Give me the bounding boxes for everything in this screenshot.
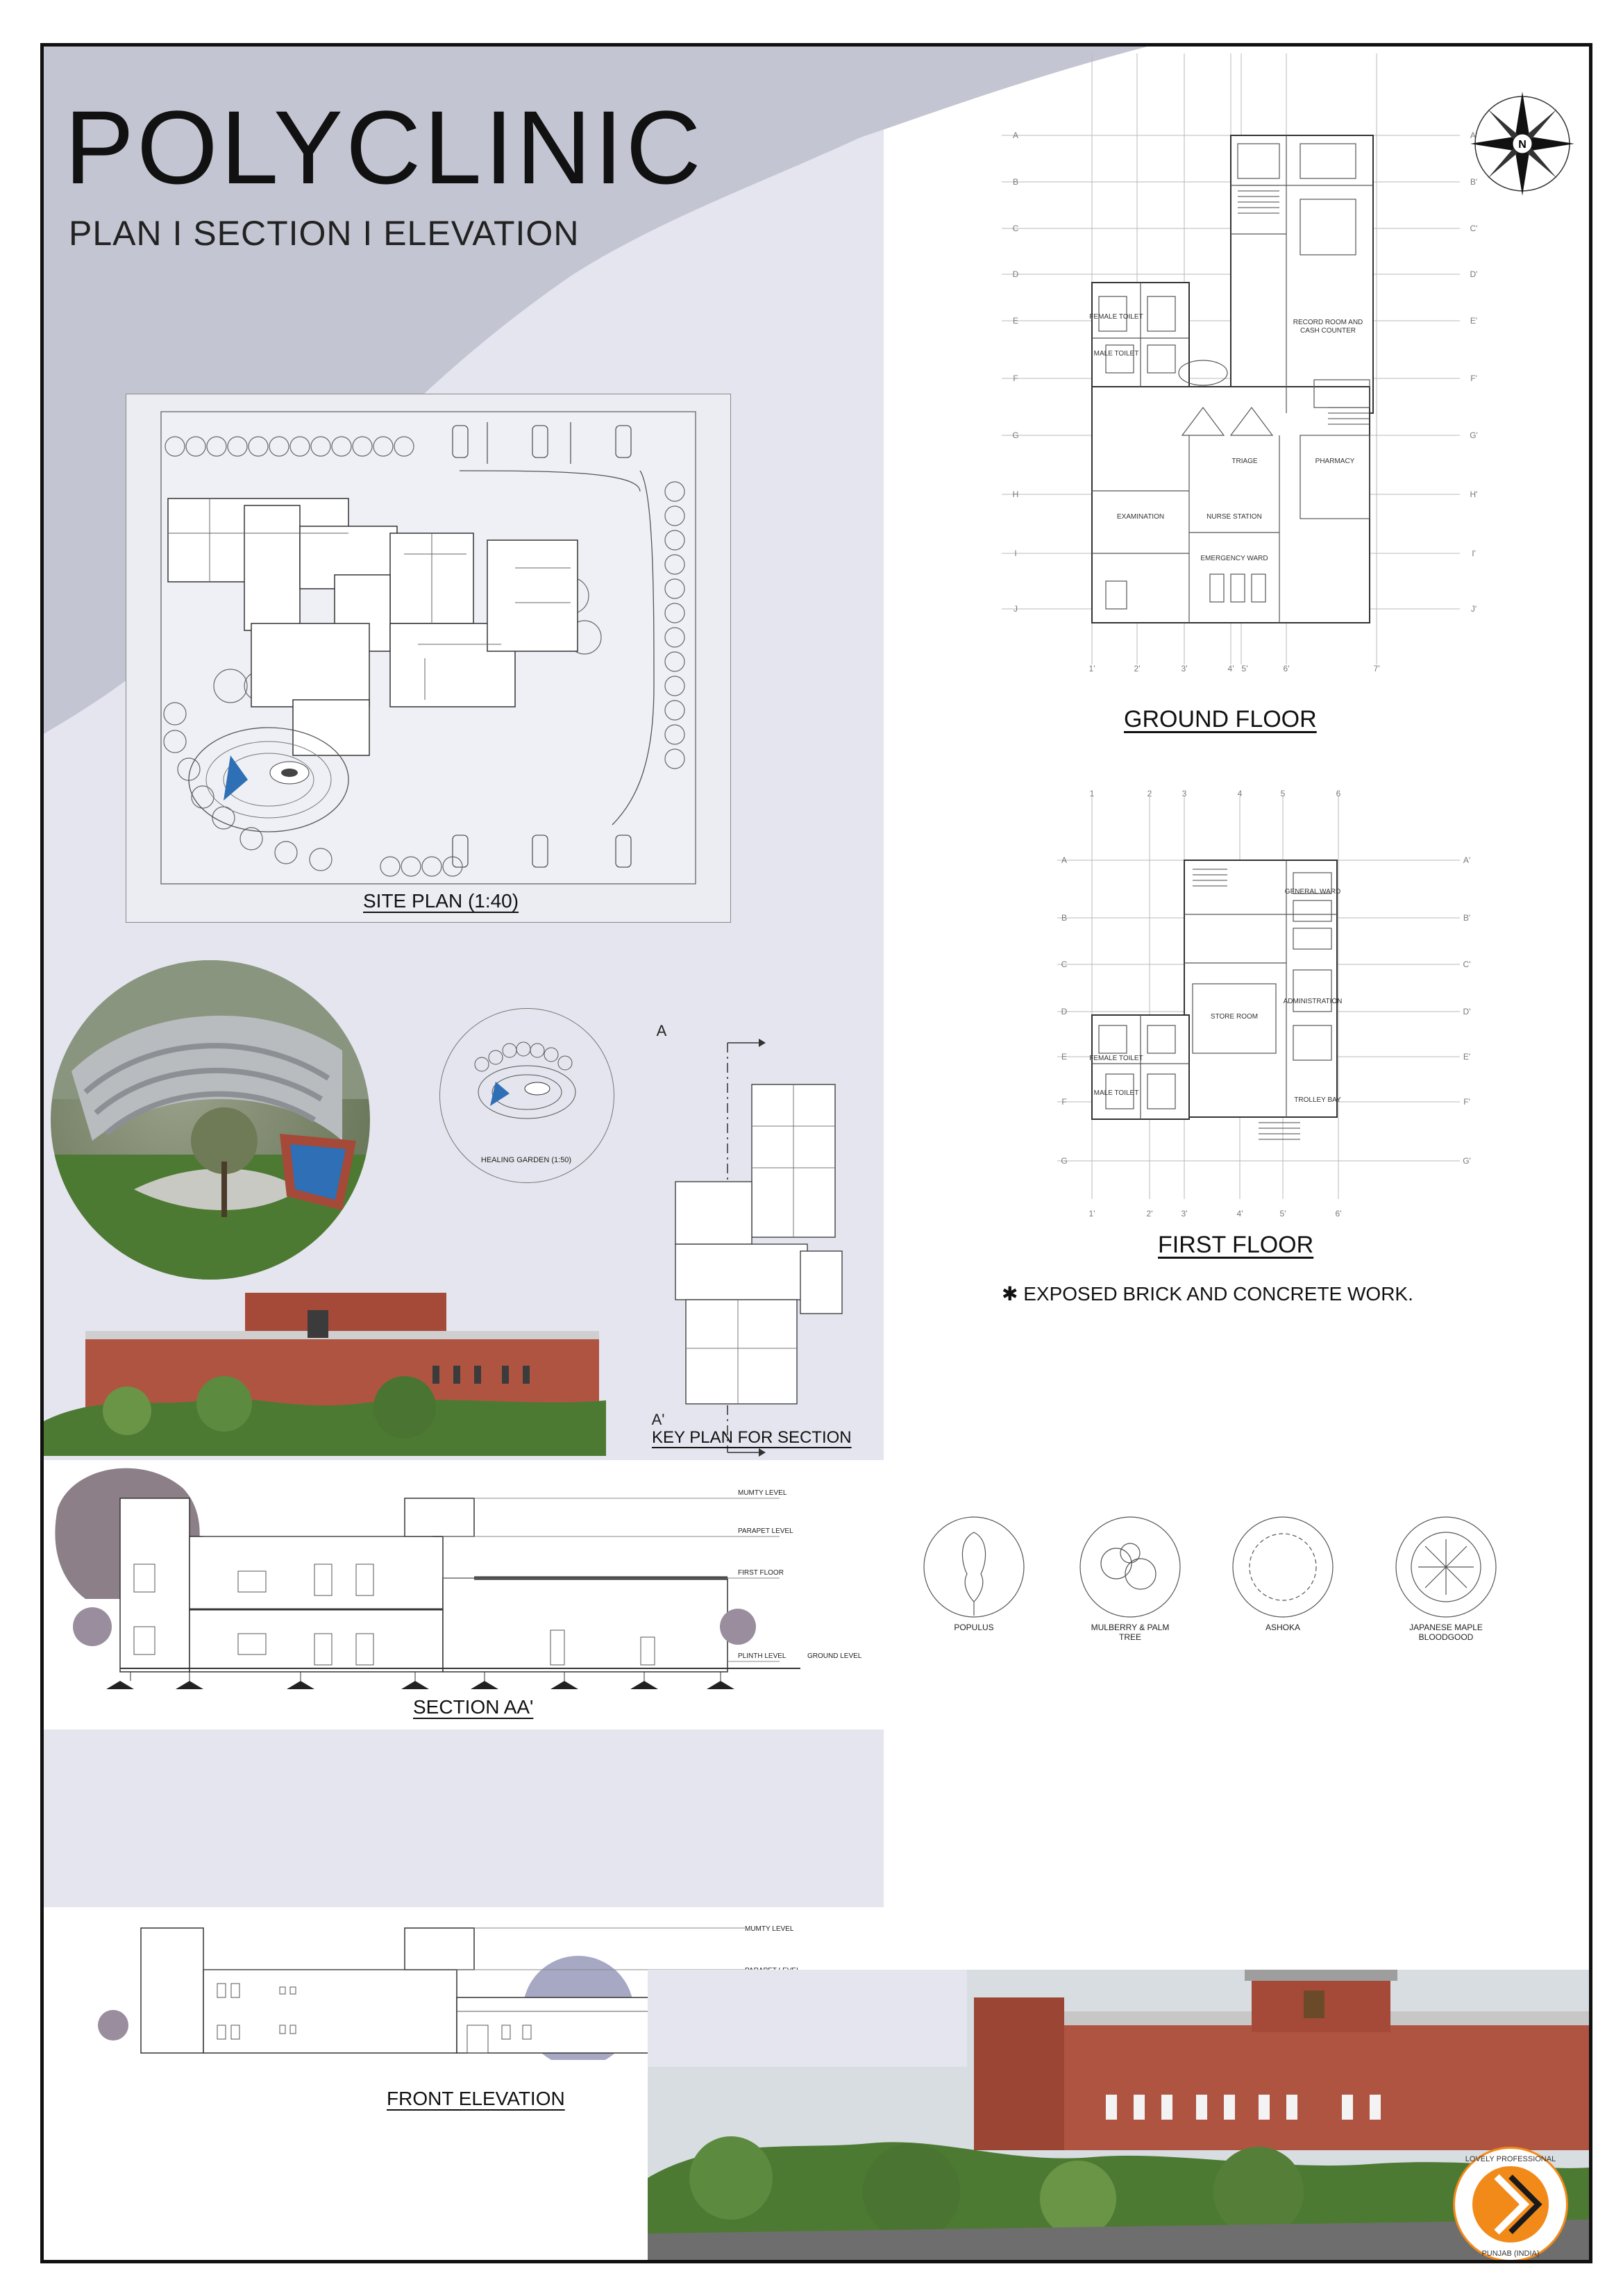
key-plan-marker-bottom: A' — [651, 1411, 665, 1428]
svg-text:G': G' — [1470, 430, 1478, 440]
site-plan-frame — [126, 394, 731, 923]
svg-text:TROLLEY BAY: TROLLEY BAY — [1294, 1096, 1341, 1104]
section-level-mumty: MUMTY LEVEL — [738, 1489, 787, 1497]
svg-text:D: D — [1061, 1007, 1068, 1016]
tree-maple-label: JAPANESE MAPLE BLOODGOOD — [1409, 1623, 1483, 1642]
building-render-front — [648, 1970, 1589, 2260]
north-compass-icon — [1467, 88, 1578, 199]
svg-text:PHARMACY: PHARMACY — [1315, 458, 1355, 465]
university-logo — [1453, 2147, 1568, 2262]
svg-text:F': F' — [1463, 1097, 1470, 1107]
svg-text:EXAMINATION: EXAMINATION — [1116, 513, 1165, 521]
tree-populus-label: POPULUS — [954, 1623, 994, 1632]
section-level-ground: GROUND LEVEL — [807, 1652, 862, 1660]
svg-text:EMERGENCY WARD: EMERGENCY WARD — [1200, 555, 1268, 562]
svg-text:B: B — [1012, 177, 1019, 187]
svg-text:C: C — [1061, 960, 1068, 969]
svg-text:3: 3 — [1181, 789, 1187, 798]
svg-text:G': G' — [1463, 1156, 1471, 1166]
section-drawing — [44, 1460, 884, 1729]
svg-text:I: I — [1014, 548, 1017, 558]
svg-text:D: D — [1012, 269, 1019, 279]
svg-text:D': D' — [1470, 269, 1478, 279]
key-plan-caption: KEY PLAN FOR SECTION — [652, 1428, 852, 1447]
key-plan-marker-top: A — [656, 1022, 667, 1039]
svg-text:6: 6 — [1336, 789, 1341, 798]
svg-text:RECORD ROOM AND: RECORD ROOM AND — [1293, 319, 1363, 326]
svg-text:E': E' — [1463, 1052, 1471, 1062]
svg-text:2': 2' — [1134, 664, 1141, 671]
svg-text:1': 1' — [1088, 1209, 1095, 1218]
tree-ashoka-label: ASHOKA — [1265, 1623, 1300, 1632]
svg-text:A: A — [1012, 131, 1019, 140]
note-marker: ✱ — [1002, 1283, 1018, 1305]
svg-text:NURSE STATION: NURSE STATION — [1206, 513, 1262, 521]
svg-text:C': C' — [1463, 960, 1471, 969]
svg-text:CASH COUNTER: CASH COUNTER — [1300, 327, 1356, 335]
tree-legend — [918, 1511, 1529, 1650]
svg-text:1: 1 — [1089, 789, 1095, 798]
key-plan-drawing — [634, 1022, 891, 1466]
svg-text:4': 4' — [1236, 1209, 1243, 1218]
section-caption: SECTION AA' — [413, 1696, 534, 1718]
svg-text:7': 7' — [1373, 664, 1380, 671]
poster-title: POLYCLINIC — [65, 89, 704, 206]
building-render-side — [44, 1289, 606, 1456]
compass-letter: N — [1518, 139, 1527, 151]
material-note — [1002, 1282, 1413, 1305]
tree-mulberry-label: MULBERRY & PALM TREE — [1091, 1623, 1170, 1642]
svg-text:E: E — [1012, 316, 1019, 326]
svg-text:PUNJAB (INDIA): PUNJAB (INDIA) — [1481, 2249, 1540, 2258]
section-panel — [44, 1460, 884, 1729]
site-plan-drawing — [126, 394, 730, 922]
svg-text:MALE TOILET: MALE TOILET — [1093, 1089, 1139, 1097]
note-text: EXPOSED BRICK AND CONCRETE WORK. — [1023, 1283, 1413, 1305]
svg-text:MALE TOILET: MALE TOILET — [1093, 350, 1139, 358]
svg-text:A': A' — [1463, 855, 1471, 865]
svg-text:G: G — [1012, 430, 1019, 440]
svg-text:4': 4' — [1227, 664, 1234, 671]
svg-text:H': H' — [1470, 489, 1478, 499]
first-floor-caption: FIRST FLOOR — [1158, 1232, 1314, 1258]
svg-text:ADMINISTRATION: ADMINISTRATION — [1283, 998, 1343, 1005]
svg-text:2': 2' — [1146, 1209, 1153, 1218]
svg-text:GENERAL WARD: GENERAL WARD — [1284, 888, 1341, 896]
first-floor-plan — [1043, 782, 1474, 1227]
section-level-first-floor: FIRST FLOOR — [738, 1569, 784, 1577]
front-elevation-caption: FRONT ELEVATION — [387, 2088, 565, 2109]
svg-text:C: C — [1012, 224, 1019, 233]
svg-text:E': E' — [1470, 316, 1478, 326]
svg-text:A: A — [1061, 855, 1068, 865]
svg-text:FEMALE TOILET: FEMALE TOILET — [1089, 313, 1143, 321]
svg-text:D': D' — [1463, 1007, 1471, 1016]
svg-text:B': B' — [1463, 913, 1471, 923]
section-level-parapet: PARAPET LEVEL — [738, 1527, 793, 1535]
svg-text:1': 1' — [1088, 664, 1095, 671]
ground-floor-plan — [1002, 47, 1488, 671]
svg-text:B': B' — [1470, 177, 1478, 187]
elevation-level-mumty: MUMTY LEVEL — [745, 1925, 794, 1933]
svg-text:STORE ROOM: STORE ROOM — [1210, 1013, 1259, 1021]
svg-text:J': J' — [1470, 604, 1477, 614]
svg-text:J: J — [1014, 604, 1018, 614]
svg-text:F': F' — [1470, 374, 1477, 383]
svg-text:TRIAGE: TRIAGE — [1231, 458, 1258, 465]
section-level-plinth: PLINTH LEVEL — [738, 1652, 787, 1660]
svg-text:5': 5' — [1241, 664, 1248, 671]
svg-text:A': A' — [1470, 131, 1478, 140]
ground-floor-caption: GROUND FLOOR — [1124, 706, 1317, 732]
garden-render-circle — [51, 960, 370, 1280]
svg-text:FEMALE TOILET: FEMALE TOILET — [1089, 1055, 1143, 1062]
svg-text:LOVELY PROFESSIONAL: LOVELY PROFESSIONAL — [1465, 2155, 1556, 2163]
svg-text:G: G — [1061, 1156, 1068, 1166]
svg-text:C': C' — [1470, 224, 1478, 233]
site-plan-caption: SITE PLAN (1:40) — [363, 890, 519, 912]
svg-text:2: 2 — [1147, 789, 1152, 798]
svg-text:B: B — [1061, 913, 1068, 923]
svg-text:E: E — [1061, 1052, 1068, 1062]
healing-garden-caption: HEALING GARDEN (1:50) — [480, 1156, 572, 1164]
svg-text:5: 5 — [1280, 789, 1286, 798]
svg-text:I': I' — [1472, 548, 1476, 558]
svg-text:F: F — [1013, 374, 1018, 383]
svg-text:5': 5' — [1279, 1209, 1286, 1218]
svg-text:3': 3' — [1181, 664, 1188, 671]
svg-text:H: H — [1012, 489, 1019, 499]
svg-text:6': 6' — [1335, 1209, 1342, 1218]
svg-text:4: 4 — [1237, 789, 1243, 798]
svg-text:3': 3' — [1181, 1209, 1188, 1218]
svg-text:6': 6' — [1283, 664, 1290, 671]
svg-text:F: F — [1061, 1097, 1067, 1107]
poster-sheet — [40, 43, 1592, 2263]
poster-subtitle: PLAN I SECTION I ELEVATION — [69, 214, 580, 253]
